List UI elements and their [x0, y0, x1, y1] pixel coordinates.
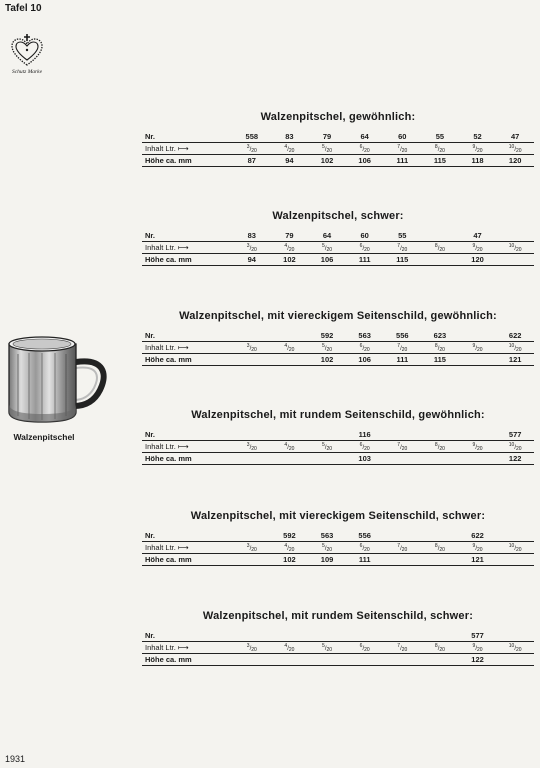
fraction-cell — [233, 242, 271, 254]
table-cell: 79 — [322, 132, 332, 141]
table-cell: 622 — [508, 331, 522, 340]
fraction-value: $^8/_{20}$ — [434, 342, 445, 353]
table-cell — [384, 630, 422, 642]
table-cell: 121 — [496, 354, 534, 366]
table-cell: 622 — [471, 531, 484, 540]
table-cell: 83 — [285, 132, 294, 141]
table-cell — [271, 330, 309, 342]
fraction-cell — [308, 542, 346, 554]
fraction-cell — [459, 143, 497, 155]
table-cell — [384, 654, 422, 666]
row-label: Höhe ca. mm — [142, 654, 233, 666]
fraction-value: $^9/_{20}$ — [472, 242, 483, 253]
fraction-cell — [384, 143, 422, 155]
fraction-value: $^3/_{20}$ — [246, 342, 257, 353]
section-title: Walzenpitschel, gewöhnlich: — [260, 111, 416, 123]
product-caption: Walzenpitschel — [13, 432, 75, 442]
table-cell: 111 — [384, 354, 422, 366]
trademark-logo — [6, 32, 48, 75]
table-cell — [346, 630, 384, 642]
fraction-value: $^6/_{20}$ — [359, 242, 370, 253]
fraction-cell — [346, 441, 384, 453]
height-row — [142, 354, 534, 366]
table-cell — [459, 453, 497, 465]
fraction-value: $^{10}/_{20}$ — [508, 242, 522, 253]
fraction-value: $^9/_{20}$ — [472, 143, 483, 154]
fraction-cell — [384, 542, 422, 554]
row-label: Inhalt Ltr. ⟼ — [142, 143, 233, 155]
fraction-value: $^8/_{20}$ — [434, 542, 445, 553]
section-title: Walzenpitschel, mit viereckigem Seitenschild, schwer: — [190, 510, 486, 522]
table-cell — [421, 453, 459, 465]
height-row — [142, 254, 534, 266]
table-cell: 558 — [245, 132, 259, 141]
fraction-value: $^5/_{20}$ — [322, 441, 333, 452]
section-title: Walzenpitschel, schwer: — [272, 210, 404, 222]
table-cell — [459, 354, 497, 366]
table-cell — [233, 453, 271, 465]
fraction-value: $^3/_{20}$ — [246, 642, 257, 653]
table-section-1 — [142, 111, 534, 167]
fraction-cell — [421, 642, 459, 654]
table-cell — [233, 530, 271, 542]
row-label: Inhalt Ltr. ⟼ — [142, 642, 233, 654]
fraction-value: $^7/_{20}$ — [397, 542, 408, 553]
table-cell — [496, 554, 534, 566]
fraction-value: $^8/_{20}$ — [434, 143, 445, 154]
fraction-cell — [496, 542, 534, 554]
number-row — [142, 131, 534, 143]
table-cell: 102 — [308, 155, 346, 167]
fraction-cell — [384, 342, 422, 354]
fraction-value: $^{10}/_{20}$ — [508, 642, 522, 653]
number-row — [142, 330, 534, 342]
table-cell — [496, 630, 534, 642]
capacity-table — [142, 230, 534, 266]
fraction-cell — [346, 342, 384, 354]
table-section-6 — [142, 610, 534, 666]
table-cell — [384, 554, 422, 566]
table-cell: 109 — [308, 554, 346, 566]
row-label: Nr. — [145, 430, 156, 439]
table-cell: 60 — [360, 231, 369, 240]
table-cell — [308, 654, 346, 666]
mug-icon — [4, 332, 108, 424]
fraction-value: $^8/_{20}$ — [434, 242, 445, 253]
fraction-cell — [271, 542, 309, 554]
fraction-value: $^3/_{20}$ — [246, 242, 257, 253]
table-cell — [233, 429, 271, 441]
table-cell — [421, 429, 459, 441]
fraction-value: $^5/_{20}$ — [322, 242, 333, 253]
fraction-cell — [459, 342, 497, 354]
fraction-value: $^9/_{20}$ — [472, 642, 483, 653]
table-cell — [421, 630, 459, 642]
table-cell: 47 — [511, 132, 520, 141]
capacity-table — [142, 429, 534, 465]
table-cell — [308, 453, 346, 465]
heart-cross-icon — [10, 32, 44, 68]
table-cell — [496, 654, 534, 666]
fraction-cell — [421, 441, 459, 453]
table-cell: 83 — [247, 231, 256, 240]
capacity-row — [142, 642, 534, 654]
table-cell — [233, 654, 271, 666]
table-cell — [421, 554, 459, 566]
table-cell: 55 — [398, 231, 407, 240]
row-label: Nr. — [145, 331, 156, 340]
fraction-value: $^9/_{20}$ — [472, 441, 483, 452]
row-label: Inhalt Ltr. ⟼ — [142, 542, 233, 554]
fraction-cell — [233, 441, 271, 453]
table-cell: 577 — [508, 430, 522, 439]
table-cell — [421, 654, 459, 666]
capacity-row — [142, 242, 534, 254]
table-section-4 — [142, 409, 534, 465]
fraction-cell — [233, 542, 271, 554]
fraction-value: $^4/_{20}$ — [284, 143, 295, 154]
fraction-value: $^7/_{20}$ — [397, 642, 408, 653]
table-cell: 47 — [473, 231, 482, 240]
table-cell: 563 — [320, 531, 334, 540]
fraction-value: $^7/_{20}$ — [397, 242, 408, 253]
table-cell — [459, 429, 497, 441]
fraction-value: $^{10}/_{20}$ — [508, 342, 522, 353]
table-cell: 115 — [384, 254, 422, 266]
fraction-value: $^8/_{20}$ — [434, 642, 445, 653]
year-label: 1931 — [5, 754, 26, 764]
fraction-value: $^6/_{20}$ — [359, 342, 370, 353]
row-label: Inhalt Ltr. ⟼ — [142, 342, 233, 354]
table-cell: 79 — [285, 231, 294, 240]
table-cell: 115 — [421, 354, 459, 366]
fraction-value: $^{10}/_{20}$ — [508, 143, 522, 154]
fraction-value: $^{10}/_{20}$ — [508, 542, 522, 553]
fraction-cell — [346, 143, 384, 155]
fraction-cell — [233, 143, 271, 155]
fraction-cell — [346, 642, 384, 654]
row-label: Inhalt Ltr. ⟼ — [142, 441, 233, 453]
fraction-cell — [496, 143, 534, 155]
capacity-row — [142, 143, 534, 155]
logo-caption: Schutz Marke — [11, 69, 43, 75]
number-row — [142, 530, 534, 542]
table-cell: 120 — [496, 155, 534, 167]
fraction-value: $^3/_{20}$ — [246, 542, 257, 553]
row-label: Höhe ca. mm — [142, 453, 233, 465]
table-cell — [271, 630, 309, 642]
table-cell: 592 — [283, 531, 296, 540]
table-cell: 111 — [346, 554, 384, 566]
fraction-value: $^4/_{20}$ — [284, 542, 295, 553]
fraction-cell — [459, 642, 497, 654]
fraction-value: $^7/_{20}$ — [397, 441, 408, 452]
fraction-value: $^6/_{20}$ — [359, 441, 370, 452]
row-label: Höhe ca. mm — [142, 254, 233, 266]
fraction-cell — [271, 143, 309, 155]
table-cell — [421, 530, 459, 542]
table-cell: 111 — [384, 155, 422, 167]
fraction-value: $^4/_{20}$ — [284, 242, 295, 253]
table-cell: 556 — [396, 331, 409, 340]
row-label: Höhe ca. mm — [142, 554, 233, 566]
row-label: Nr. — [145, 531, 156, 540]
fraction-cell — [384, 642, 422, 654]
fraction-cell — [421, 542, 459, 554]
table-cell — [271, 429, 309, 441]
fraction-cell — [384, 441, 422, 453]
fraction-cell — [421, 242, 459, 254]
table-cell — [271, 354, 309, 366]
table-cell: 111 — [346, 254, 384, 266]
capacity-table — [142, 530, 534, 566]
fraction-value: $^6/_{20}$ — [359, 642, 370, 653]
capacity-table — [142, 131, 534, 167]
fraction-cell — [308, 242, 346, 254]
table-section-3 — [142, 310, 534, 366]
table-cell: 556 — [358, 531, 371, 540]
fraction-cell — [271, 642, 309, 654]
fraction-value: $^8/_{20}$ — [434, 441, 445, 452]
table-cell — [384, 453, 422, 465]
fraction-value: $^5/_{20}$ — [322, 143, 333, 154]
row-label: Höhe ca. mm — [142, 354, 233, 366]
fraction-cell — [271, 242, 309, 254]
fraction-value: $^5/_{20}$ — [322, 342, 333, 353]
table-cell: 94 — [271, 155, 309, 167]
table-cell: 623 — [433, 331, 447, 340]
table-cell: 106 — [346, 354, 384, 366]
height-row — [142, 453, 534, 465]
section-title: Walzenpitschel, mit rundem Seitenschild, gewöhnlich: — [191, 409, 485, 421]
table-cell: 116 — [358, 430, 371, 439]
table-cell — [384, 429, 422, 441]
height-row — [142, 155, 534, 167]
capacity-row — [142, 342, 534, 354]
fraction-cell — [459, 441, 497, 453]
table-cell — [496, 530, 534, 542]
page-label: Tafel 10 — [5, 3, 42, 14]
table-cell: 122 — [496, 453, 534, 465]
table-cell — [233, 330, 271, 342]
table-cell: 121 — [459, 554, 497, 566]
table-cell — [384, 530, 422, 542]
row-label: Höhe ca. mm — [142, 155, 233, 167]
fraction-value: $^7/_{20}$ — [397, 342, 408, 353]
fraction-value: $^3/_{20}$ — [246, 441, 257, 452]
fraction-cell — [308, 441, 346, 453]
table-cell: 55 — [435, 132, 445, 141]
fraction-cell — [271, 441, 309, 453]
fraction-value: $^9/_{20}$ — [472, 542, 483, 553]
section-title: Walzenpitschel, mit viereckigem Seitenschild, gewöhnlich: — [179, 310, 497, 322]
fraction-value: $^4/_{20}$ — [284, 342, 295, 353]
table-cell — [233, 630, 271, 642]
fraction-cell — [271, 342, 309, 354]
fraction-cell — [496, 342, 534, 354]
table-cell: 60 — [398, 132, 407, 141]
table-cell: 577 — [471, 631, 484, 640]
fraction-value: $^5/_{20}$ — [322, 642, 333, 653]
table-cell — [233, 554, 271, 566]
row-label: Nr. — [145, 132, 156, 141]
fraction-value: $^4/_{20}$ — [284, 642, 295, 653]
fraction-value: $^6/_{20}$ — [359, 542, 370, 553]
fraction-value: $^{10}/_{20}$ — [508, 441, 522, 452]
row-label: Inhalt Ltr. ⟼ — [142, 242, 233, 254]
fraction-cell — [496, 441, 534, 453]
row-label: Nr. — [145, 231, 156, 240]
fraction-value: $^9/_{20}$ — [472, 342, 483, 353]
table-cell — [271, 654, 309, 666]
number-row — [142, 230, 534, 242]
number-row — [142, 429, 534, 441]
capacity-row — [142, 542, 534, 554]
table-cell: 122 — [459, 654, 497, 666]
section-title: Walzenpitschel, mit rundem Seitenschild, schwer: — [202, 610, 474, 622]
fraction-cell — [233, 342, 271, 354]
table-cell: 115 — [421, 155, 459, 167]
fraction-value: $^7/_{20}$ — [397, 143, 408, 154]
fraction-value: $^5/_{20}$ — [322, 542, 333, 553]
fraction-cell — [421, 342, 459, 354]
fraction-cell — [459, 242, 497, 254]
table-cell: 106 — [308, 254, 346, 266]
table-cell — [233, 354, 271, 366]
fraction-value: $^6/_{20}$ — [359, 143, 370, 154]
fraction-cell — [496, 642, 534, 654]
fraction-cell — [233, 642, 271, 654]
table-cell: 103 — [346, 453, 384, 465]
table-section-2 — [142, 210, 534, 266]
table-cell: 87 — [233, 155, 271, 167]
height-row — [142, 654, 534, 666]
fraction-cell — [421, 143, 459, 155]
table-cell: 563 — [358, 331, 371, 340]
table-cell: 64 — [322, 231, 332, 240]
number-row — [142, 630, 534, 642]
height-row — [142, 554, 534, 566]
table-cell — [459, 330, 497, 342]
table-cell: 592 — [320, 331, 334, 340]
fraction-cell — [346, 242, 384, 254]
table-cell: 120 — [459, 254, 497, 266]
fraction-cell — [496, 242, 534, 254]
row-label: Nr. — [145, 631, 156, 640]
table-cell: 64 — [360, 132, 369, 141]
table-section-5 — [142, 510, 534, 566]
fraction-cell — [384, 242, 422, 254]
fraction-cell — [459, 542, 497, 554]
capacity-table — [142, 630, 534, 666]
table-cell: 52 — [473, 132, 482, 141]
capacity-row — [142, 441, 534, 453]
table-cell — [271, 453, 309, 465]
table-cell — [308, 429, 346, 441]
capacity-table — [142, 330, 534, 366]
fraction-cell — [308, 642, 346, 654]
fraction-value: $^4/_{20}$ — [284, 441, 295, 452]
table-cell: 102 — [271, 554, 309, 566]
table-cell — [496, 254, 534, 266]
table-cell: 102 — [271, 254, 309, 266]
table-cell — [496, 230, 534, 242]
table-cell: 106 — [346, 155, 384, 167]
table-cell — [421, 254, 459, 266]
table-cell — [421, 230, 459, 242]
fraction-cell — [308, 342, 346, 354]
fraction-cell — [346, 542, 384, 554]
fraction-value: $^3/_{20}$ — [246, 143, 257, 154]
product-illustration — [4, 332, 108, 442]
table-cell — [308, 630, 346, 642]
table-cell: 94 — [233, 254, 271, 266]
table-cell — [346, 654, 384, 666]
table-cell: 118 — [459, 155, 497, 167]
fraction-cell — [308, 143, 346, 155]
table-cell: 102 — [308, 354, 346, 366]
